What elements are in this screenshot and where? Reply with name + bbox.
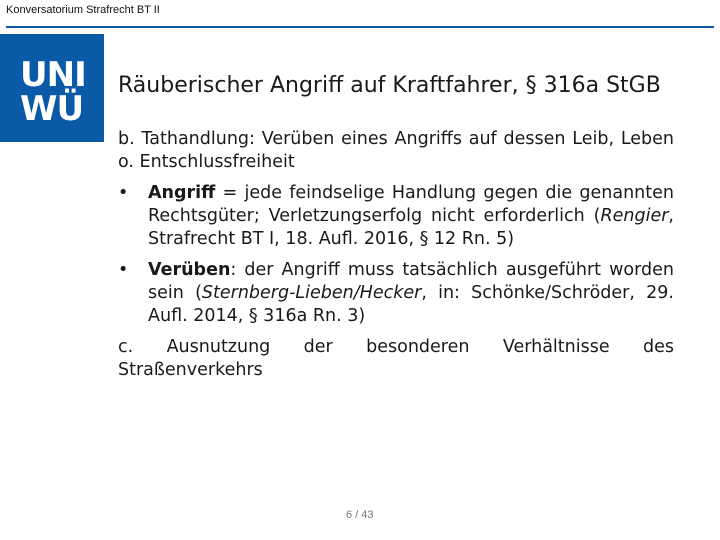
slide-content	[118, 128, 674, 390]
section-b-heading: b. Tathandlung: Verüben eines Angriffs auf dessen Leib, Leben o. Entschlussfreiheit	[118, 129, 674, 172]
logo-line-1: UNI	[20, 55, 86, 95]
bullet-citation: , Strafrecht BT I, 18. Aufl. 2016, § 12 Rn. 5)	[148, 206, 674, 249]
bullet-author: Sternberg-Lieben/Hecker	[201, 283, 422, 303]
bullet-term: Verüben	[148, 260, 231, 280]
bullet-angriff	[118, 182, 674, 251]
university-logo	[0, 34, 104, 142]
bullet-verueben	[118, 259, 674, 328]
page-number: 6 / 43	[346, 509, 374, 521]
header-divider	[6, 26, 714, 28]
bullet-text: = jede feindselige Handlung gegen die genannten Rechtsgüter; Verletzungserfolg nicht erforderlich (	[148, 183, 674, 226]
course-title: Konversatorium Strafrecht BT II	[6, 4, 160, 16]
section-c-heading: c. Ausnutzung der besonderen Verhältnisse des Straßenverkehrs	[118, 337, 674, 380]
slide-title: Räuberischer Angriff auf Kraftfahrer, § 316a StGB	[118, 73, 661, 98]
bullet-text: : der Angriff muss tatsächlich ausgeführt worden sein (	[148, 260, 674, 303]
bullet-marker: •	[118, 260, 129, 280]
bullet-citation: , in: Schönke/Schröder, 29. Aufl. 2014, § 316a Rn. 3)	[148, 283, 674, 326]
bullet-author: Rengier	[600, 206, 669, 226]
logo-line-2: WÜ	[20, 89, 84, 129]
bullet-marker: •	[118, 183, 129, 203]
bullet-term: Angriff	[148, 183, 216, 203]
